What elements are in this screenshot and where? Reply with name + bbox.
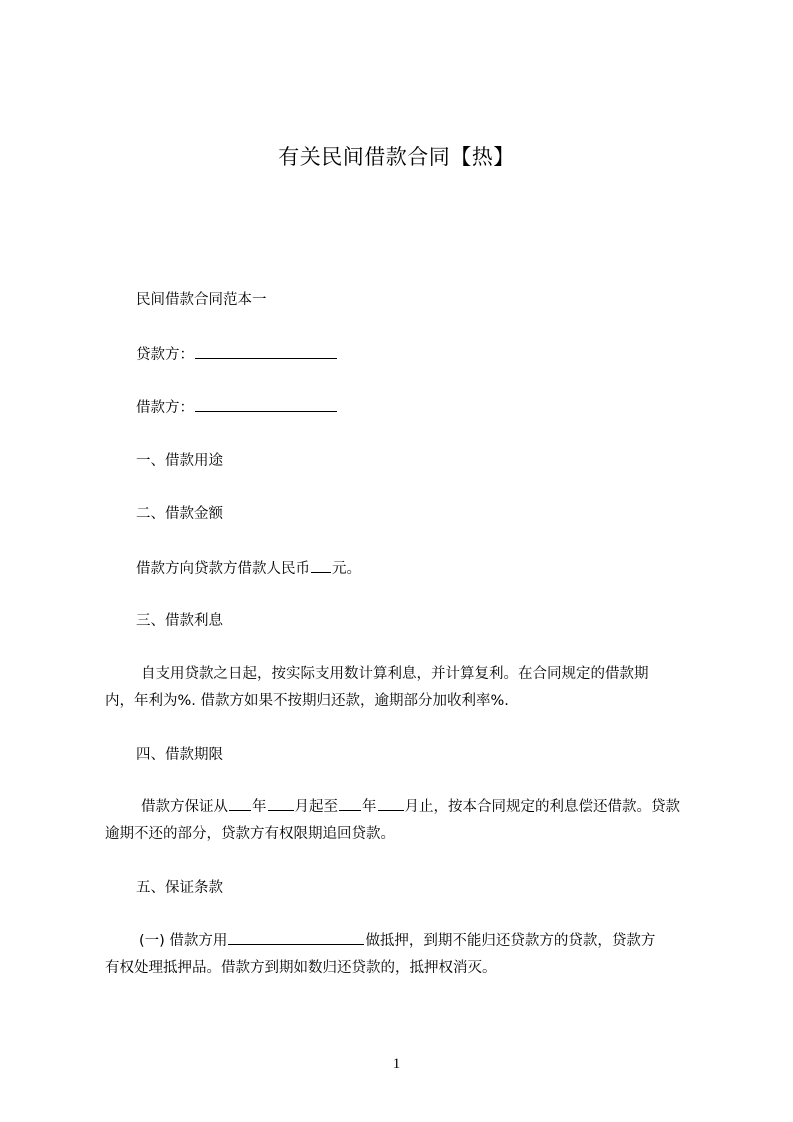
guarantee-paragraph <box>105 928 701 982</box>
lender-label: 贷款方： <box>136 347 194 363</box>
guarantee-line-2: 有权处理抵押品。借款方到期如数归还贷款的，抵押权消灭。 <box>105 960 497 976</box>
amount-text: 借款方向贷款方借款人民币 <box>136 561 310 577</box>
lender-line <box>136 344 338 365</box>
borrower-blank <box>195 397 337 412</box>
borrower-label: 借款方： <box>136 400 194 416</box>
heading-amount: 二、借款金额 <box>136 506 223 522</box>
guarantee-line-1: (一) 借款方用 做抵押，到期不能归还贷款方的贷款，贷款方 <box>105 928 701 955</box>
interest-paragraph <box>105 661 701 715</box>
heading-purpose: 一、借款用途 <box>136 453 223 469</box>
lender-blank <box>195 344 337 359</box>
heading-guarantee: 五、保证条款 <box>136 880 223 896</box>
interest-line-2: 内，年利为%. 借款方如果不按期归还款，逾期部分加收利率%. <box>105 693 509 709</box>
term-blank-year-2 <box>339 796 361 811</box>
amount-line <box>136 558 361 579</box>
amount-blank <box>311 558 331 573</box>
term-line-1: 借款方保证从 年 月起至 年 月止，按本合同规定的利息偿还借款。贷款 <box>105 794 701 821</box>
term-blank-month-1 <box>268 796 294 811</box>
contract-subtitle: 民间借款合同范本一 <box>136 292 267 308</box>
heading-interest: 三、借款利息 <box>136 613 223 629</box>
collateral-blank <box>228 930 364 945</box>
heading-term: 四、借款期限 <box>136 747 223 763</box>
interest-line-1: 自支用贷款之日起，按实际支用数计算利息，并计算复利。在合同规定的借款期 <box>141 666 649 682</box>
document-title: 有关民间借款合同【热】 <box>278 145 515 169</box>
amount-unit: 元。 <box>332 561 361 577</box>
term-blank-month-2 <box>378 796 404 811</box>
page-number: 1 <box>392 1056 401 1072</box>
term-paragraph <box>105 794 701 848</box>
term-blank-year-1 <box>229 796 251 811</box>
term-line-2: 逾期不还的部分，贷款方有权限期追回贷款。 <box>105 826 395 842</box>
borrower-line <box>136 397 338 418</box>
